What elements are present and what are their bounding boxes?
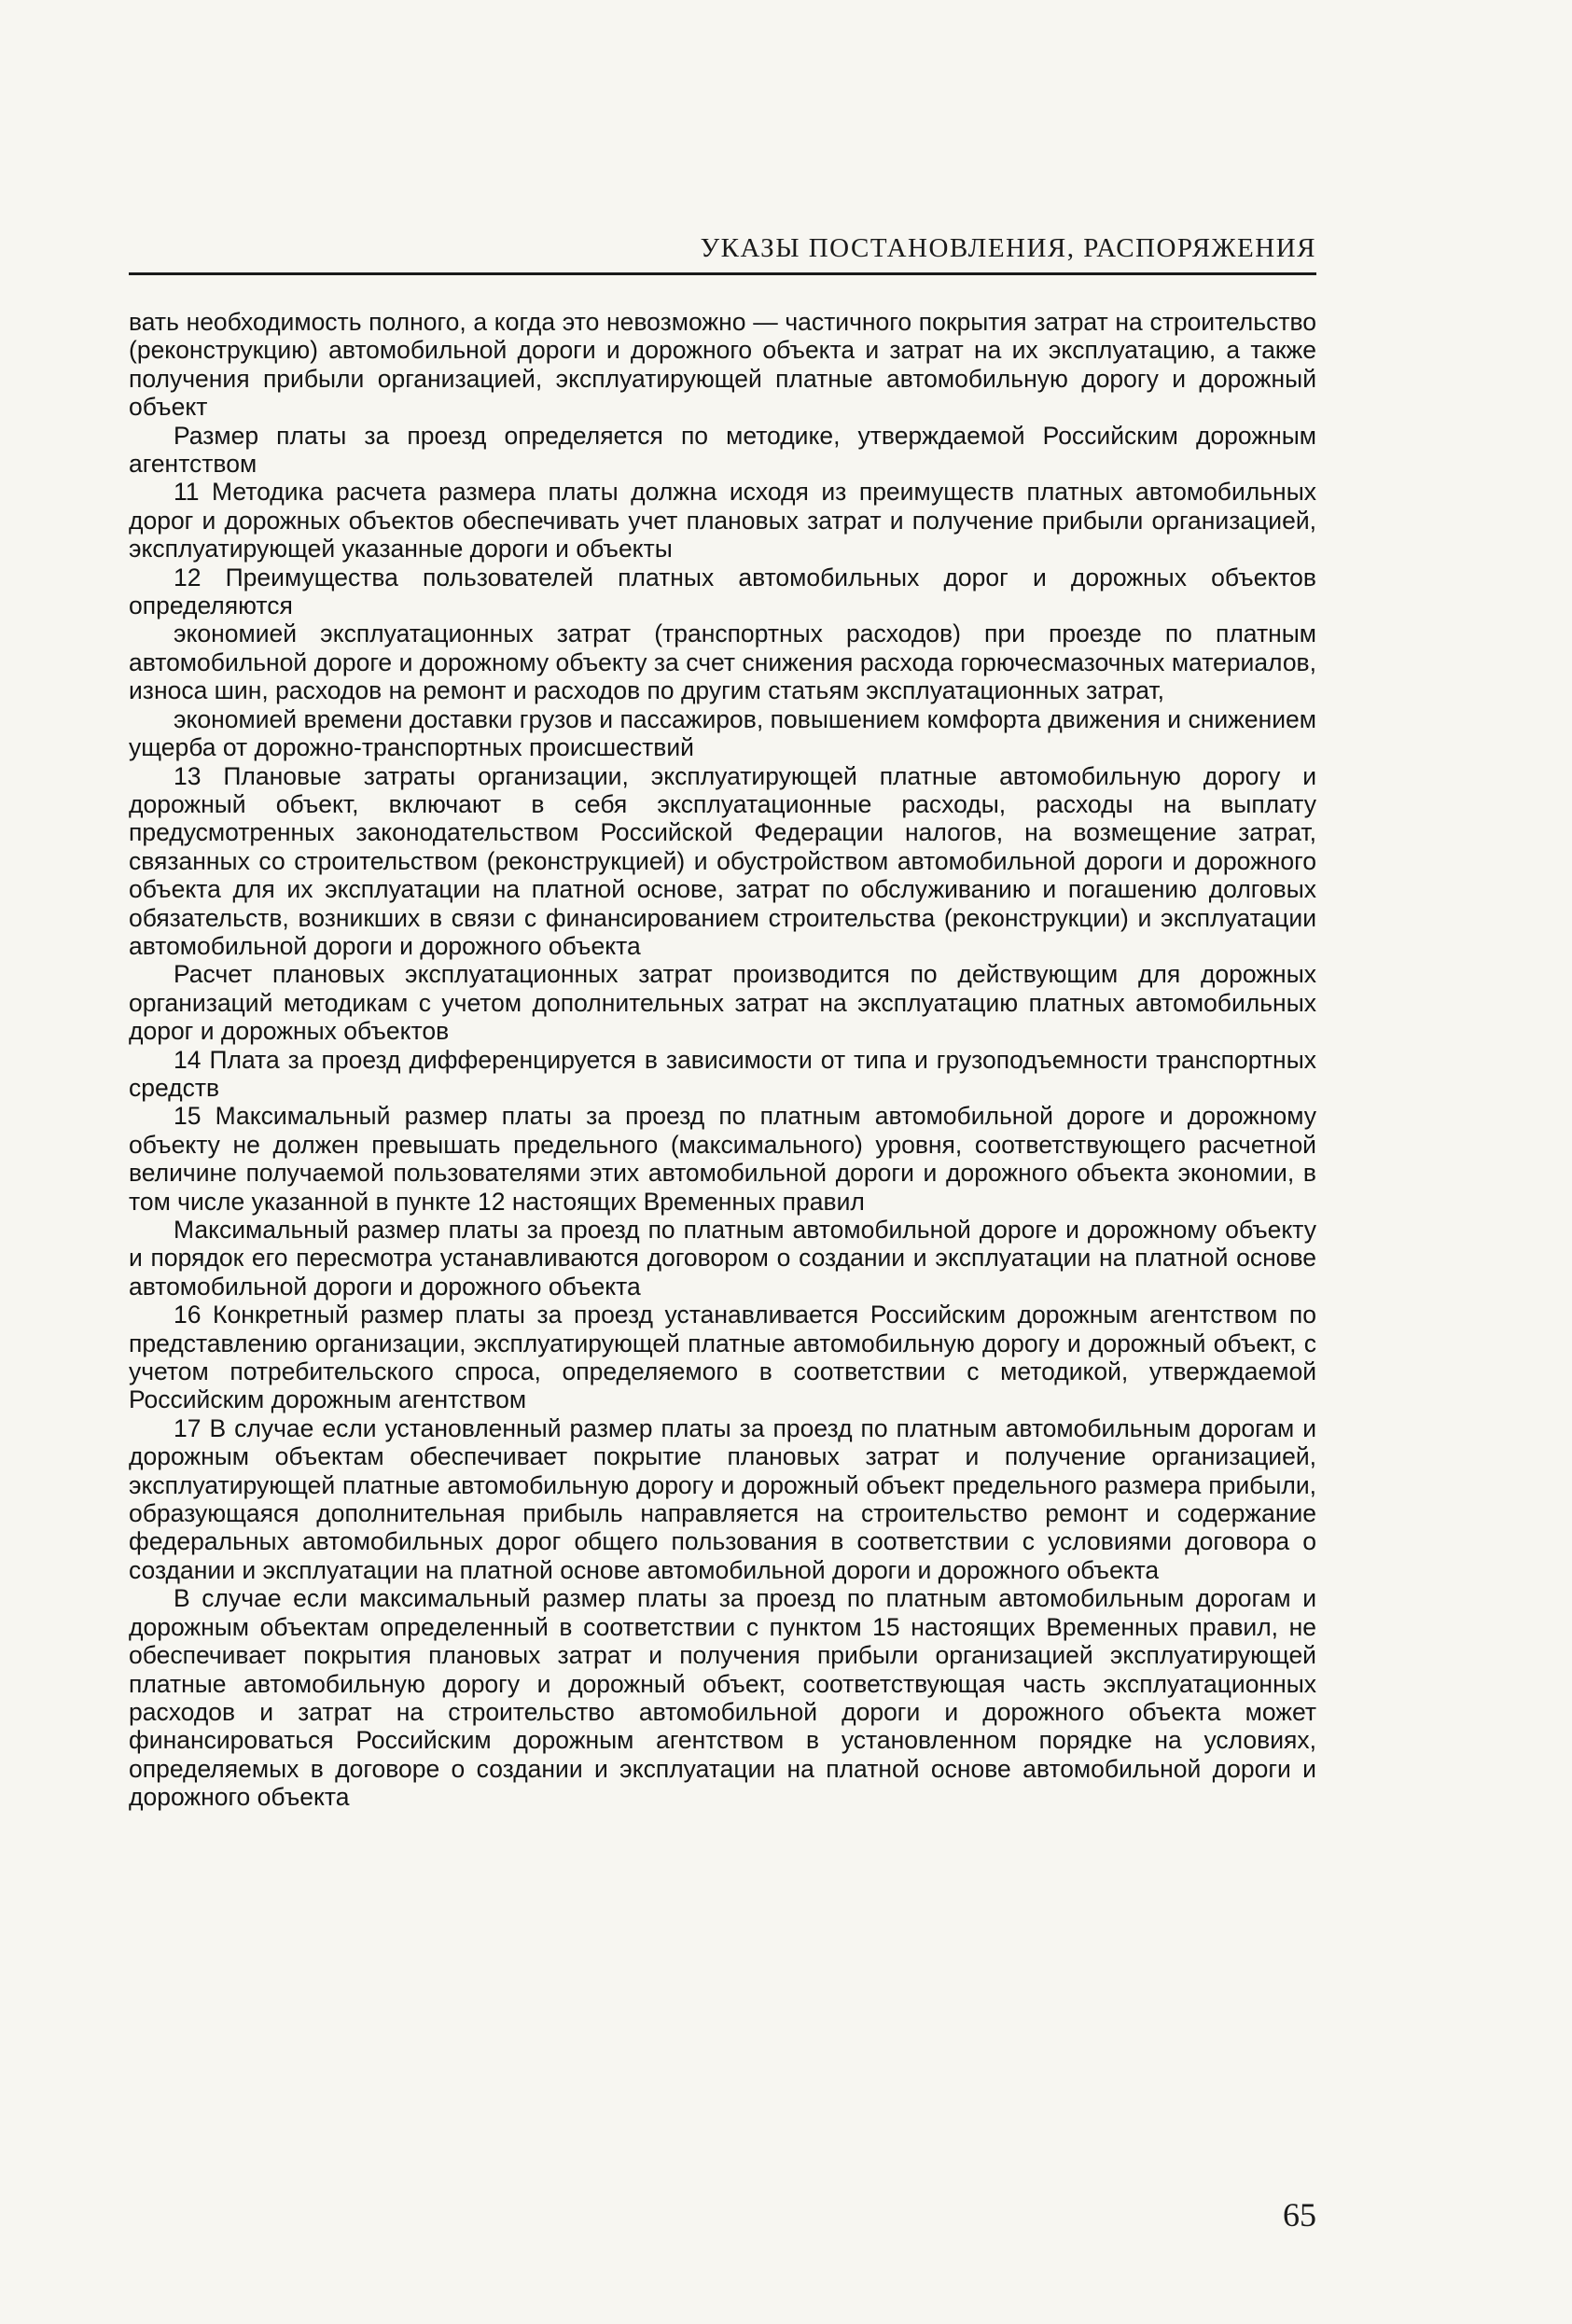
page-number: 65 (1283, 2196, 1316, 2234)
paragraph-clause-16: 16 Конкретный размер платы за проезд устанавливается Российским дорожным агентством по представлению организации, эксплуатирующей платные автомобильную дорогу и дорожный объект, с учетом потребительского спроса, определяемого в соответствии с методикой, утверждаемой Российским дорожным агентством (129, 1301, 1316, 1414)
paragraph: экономией времени доставки грузов и пассажиров, повышением комфорта движения и снижением ущерба от дорожно-транспортных происшествий (129, 704, 1316, 762)
paragraph-clause-13: 13 Плановые затраты организации, эксплуатирующей платные автомобильную дорогу и дорожный объект, включают в себя эксплуатационные расходы, расходы на выплату предусмотренных законодательством Российской Федерации налогов, на возмещение затрат, связанных со строительством (реконструкцией) и обустройством автомобильной дороги и дорожного объекта для их эксплуатации на платной основе, затрат по обслуживанию и погашению долговых обязательств, возникших в связи с финансированием строительства (реконструкции) и эксплуатации автомобильной дороги и дорожного объекта (129, 761, 1316, 960)
paragraph: В случае если максимальный размер платы за проезд по платным автомобильным дорогам и дорожным объектам определенный в соответствии с пунктом 15 настоящих Временных правил, не обеспечивает покрытия плановых затрат и получения прибыли организацией эксплуатирующей платные автомобильную дорогу и дорожный объект, соответствующая часть эксплуатационных расходов и затрат на строительство автомобильной дороги и дорожного объекта может финансироваться Российским дорожным агентством в установленном порядке на условиях, определяемых в договоре о создании и эксплуатации на платной основе автомобильной дороги и дорожного объекта (129, 1584, 1316, 1812)
header-rule (129, 272, 1316, 275)
paragraph: Размер платы за проезд определяется по методике, утверждаемой Российским дорожным агентством (129, 421, 1316, 479)
paragraph-clause-11: 11 Методика расчета размера платы должна исходя из преимуществ платных автомобильных дорог и дорожных объектов обеспечивать учет плановых затрат и получение прибыли организацией, эксплуатирующей указанные дороги и объекты (129, 478, 1316, 564)
paragraph: Максимальный размер платы за проезд по платным автомобильной дороге и дорожному объекту и порядок его пересмотра устанавливаются договором о создании и эксплуатации на платной основе автомобильной дороги и дорожного объекта (129, 1216, 1316, 1301)
paragraph-clause-12: 12 Преимущества пользователей платных автомобильных дорог и дорожных объектов определяются (129, 563, 1316, 620)
running-header: УКАЗЫ ПОСТАНОВЛЕНИЯ, РАСПОРЯЖЕНИЯ (700, 233, 1316, 263)
paragraph: экономией эксплуатационных затрат (транспортных расходов) при проезде по платным автомобильной дороге и дорожному объекту за счет снижения расхода горючесмазочных материалов, износа шин, расходов на ремонт и расходов по другим статьям эксплуатационных затрат, (129, 619, 1316, 705)
paragraph-continuation: вать необходимость полного, а когда это невозможно — частичного покрытия затрат на строительство (реконструкцию) автомобильной дороги и дорожного объекта и затрат на их эксплуатацию, а также получения прибыли организацией, эксплуатирующей платные автомобильную дорогу и дорожный объект (129, 308, 1316, 422)
body-text (129, 308, 1316, 1812)
paragraph-clause-17: 17 В случае если установленный размер платы за проезд по платным автомобильным дорогам и дорожным объектам обеспечивает покрытие плановых затрат и получение организацией, эксплуатирующей платные автомобильную дорогу и дорожный объект предельного размера прибыли, образующаяся дополнительная прибыль направляется на строительство ремонт и содержание федеральных автомобильных дорог общего пользования в соответствии с условиями договора о создании и эксплуатации на платной основе автомобильной дороги и дорожного объекта (129, 1413, 1316, 1584)
paragraph: Расчет плановых эксплуатационных затрат производится по действующим для дорожных организаций методикам с учетом дополнительных затрат на эксплуатацию платных автомобильных дорог и дорожных объектов (129, 960, 1316, 1046)
paragraph-clause-14: 14 Плата за проезд дифференцируется в зависимости от типа и грузоподъемности транспортных средств (129, 1045, 1316, 1102)
paragraph-clause-15: 15 Максимальный размер платы за проезд по платным автомобильной дороге и дорожному объекту не должен превышать предельного (максимального) уровня, соответствующего расчетной величине получаемой пользователями этих автомобильной дороги и дорожного объекта экономии, в том числе указанной в пункте 12 настоящих Временных правил (129, 1102, 1316, 1216)
